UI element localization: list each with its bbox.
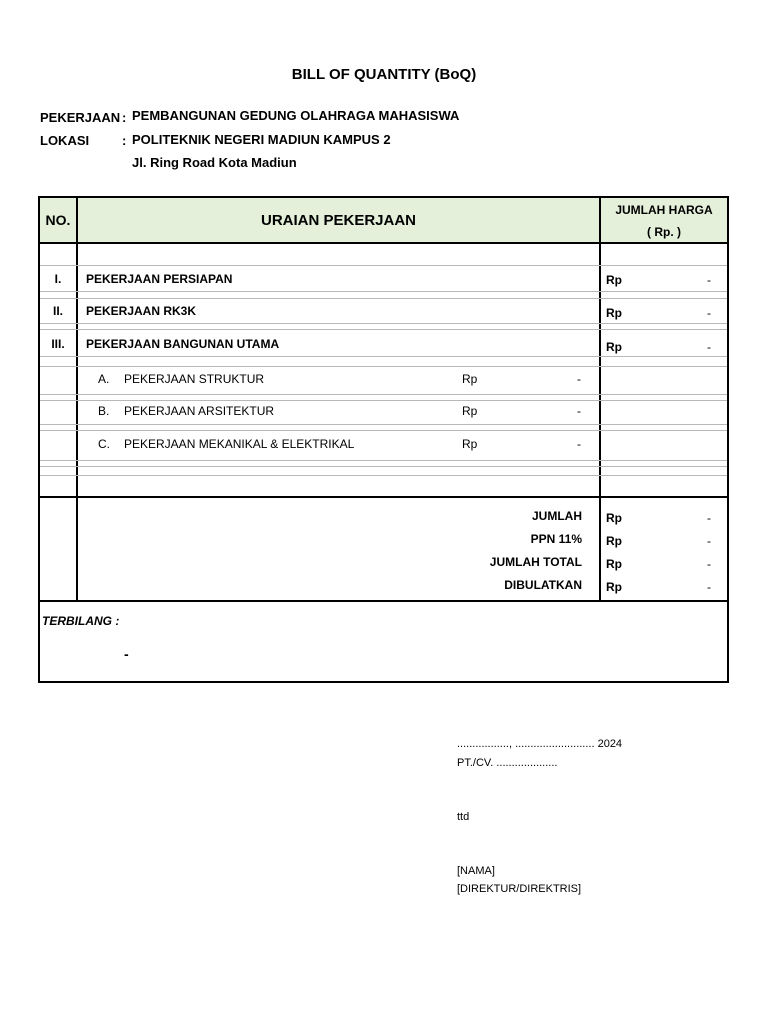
lokasi-label: LOKASI: [40, 133, 90, 148]
pekerjaan-value: PEMBANGUNAN GEDUNG OLAHRAGA MAHASISWA: [132, 108, 460, 123]
col-divider-amount: [599, 198, 601, 600]
grid-line: [40, 329, 727, 330]
section-amount: -: [707, 273, 711, 287]
section-label: PEKERJAAN BANGUNAN UTAMA: [86, 337, 280, 351]
grid-line: [40, 475, 727, 476]
total-currency: Rp: [606, 557, 622, 571]
section-amount: -: [707, 340, 711, 354]
grid-line: [40, 265, 727, 266]
subitem-amount: -: [577, 437, 581, 451]
subitem-letter: C.: [98, 437, 110, 451]
subitem-label: PEKERJAAN ARSITEKTUR: [124, 404, 275, 418]
grid-line: [40, 366, 727, 367]
lokasi-value: POLITEKNIK NEGERI MADIUN KAMPUS 2: [132, 132, 391, 147]
subitem-label: PEKERJAAN STRUKTUR: [124, 372, 265, 386]
total-currency: Rp: [606, 511, 622, 525]
total-currency: Rp: [606, 534, 622, 548]
header-jumlah-line1: JUMLAH HARGA: [615, 203, 713, 217]
total-amount: -: [707, 511, 711, 525]
subitem-currency: Rp: [462, 404, 478, 418]
header-jumlah-line2: ( Rp. ): [647, 225, 681, 239]
signature-name: [NAMA]: [457, 865, 495, 877]
signature-company: PT./CV. ....................: [457, 757, 558, 769]
section-currency: Rp: [606, 273, 622, 287]
subitem-letter: B.: [98, 404, 110, 418]
grid-line: [40, 291, 727, 292]
subitem-currency: Rp: [462, 372, 478, 386]
terbilang-divider: [40, 600, 727, 602]
signature-date: ................., .......................... 2024: [457, 738, 623, 750]
total-label: PPN 11%: [530, 532, 582, 546]
grid-line: [40, 424, 727, 425]
grid-line: [40, 430, 727, 431]
grid-line: [40, 394, 727, 395]
signature-position: [DIREKTUR/DIREKTRIS]: [457, 883, 582, 895]
grid-line: [40, 298, 727, 299]
col-divider-no: [76, 198, 78, 600]
header-no: NO.: [45, 212, 71, 228]
total-amount: -: [707, 557, 711, 571]
section-currency: Rp: [606, 306, 622, 320]
section-label: PEKERJAAN PERSIAPAN: [86, 272, 233, 286]
subitem-amount: -: [577, 372, 581, 386]
signature-ttd: ttd: [457, 811, 470, 823]
section-no: II.: [52, 304, 63, 318]
grid-line: [40, 323, 727, 324]
section-no: I.: [54, 272, 62, 286]
grid-line: [40, 466, 727, 467]
section-currency: Rp: [606, 340, 622, 354]
grid-line: [40, 400, 727, 401]
total-label: DIBULATKAN: [504, 578, 582, 592]
subitem-letter: A.: [98, 372, 110, 386]
pekerjaan-label: PEKERJAAN: [40, 110, 121, 125]
lokasi-colon: :: [122, 133, 127, 148]
terbilang-value: -: [124, 646, 129, 662]
section-amount: -: [707, 306, 711, 320]
header-uraian: URAIAN PEKERJAAN: [260, 212, 417, 229]
total-label: JUMLAH TOTAL: [489, 555, 582, 569]
subitem-label: PEKERJAAN MEKANIKAL & ELEKTRIKAL: [124, 437, 355, 451]
pekerjaan-colon: :: [122, 110, 127, 125]
total-currency: Rp: [606, 580, 622, 594]
boq-table: [38, 196, 729, 683]
terbilang-label: TERBILANG :: [42, 614, 120, 628]
subitem-currency: Rp: [462, 437, 478, 451]
subitem-amount: -: [577, 404, 581, 418]
section-label: PEKERJAAN RK3K: [86, 304, 197, 318]
page-title: BILL OF QUANTITY (BoQ): [291, 66, 477, 83]
total-amount: -: [707, 580, 711, 594]
grid-line: [40, 460, 727, 461]
totals-divider: [40, 496, 727, 498]
grid-line: [40, 356, 727, 357]
section-no: III.: [51, 337, 65, 351]
lokasi-address: Jl. Ring Road Kota Madiun: [132, 155, 297, 170]
total-label: JUMLAH: [532, 509, 582, 523]
total-amount: -: [707, 534, 711, 548]
